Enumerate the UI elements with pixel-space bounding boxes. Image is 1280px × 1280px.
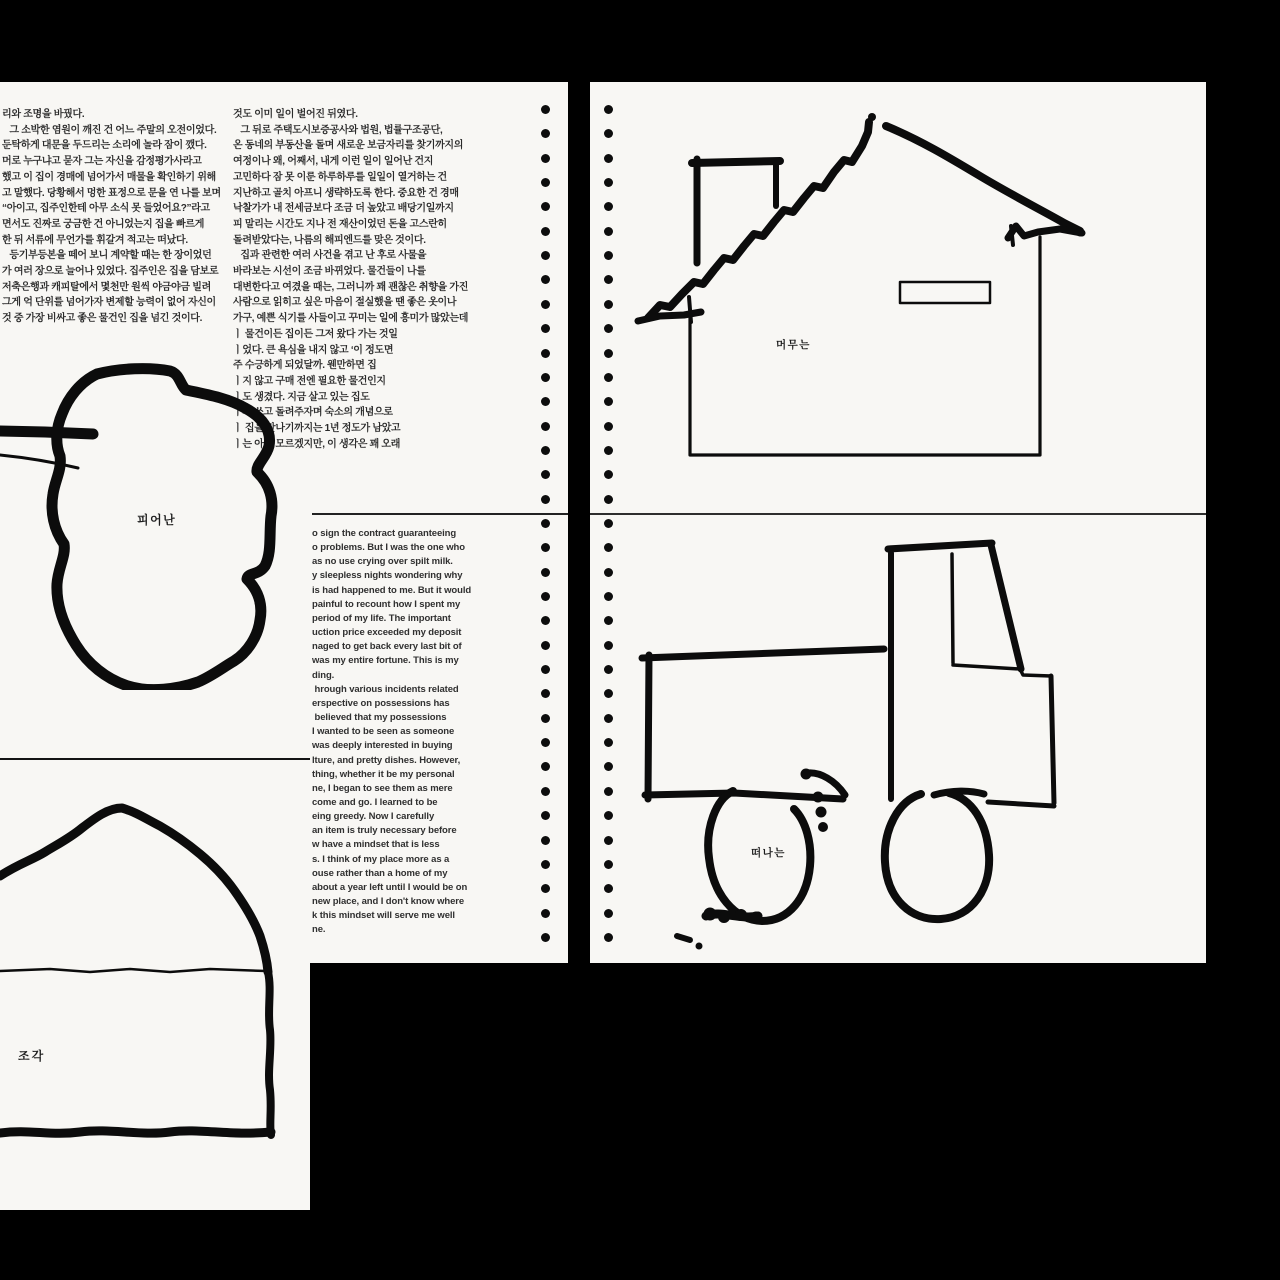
truck-drawing bbox=[630, 525, 1080, 960]
binding-hole-dot bbox=[604, 641, 613, 650]
text-line: 사람으로 읽히고 싶은 마음이 절실했을 땐 좋은 옷이나 bbox=[233, 297, 457, 309]
text-line: 것도 이미 일이 벌어진 뒤였다. bbox=[233, 109, 358, 120]
text-line: was deeply interested in buying bbox=[312, 740, 453, 752]
binding-hole-dot bbox=[541, 495, 550, 504]
text-line: ne. bbox=[312, 924, 326, 936]
binding-hole-dot bbox=[541, 422, 550, 431]
text-line: y sleepless nights wondering why bbox=[312, 570, 463, 582]
binding-hole-dot bbox=[604, 470, 613, 479]
binding-hole-dot bbox=[541, 324, 550, 333]
text-line: 여정이나 왜, 어째서, 내게 이런 일이 일어난 건지 bbox=[233, 156, 434, 168]
binding-hole-dot bbox=[604, 324, 613, 333]
binding-hole-dot bbox=[604, 519, 613, 528]
text-line: 집과 관련한 여러 사건을 겪고 난 후로 사물을 bbox=[233, 250, 427, 262]
text-line: as no use crying over spilt milk. bbox=[312, 556, 453, 568]
text-line: 피 말리는 시간도 지나 전 재산이었던 돈을 고스란히 bbox=[233, 218, 447, 230]
text-line: ㅣ 물건이든 집이든 그저 왔다 가는 것일 bbox=[233, 328, 398, 340]
binding-hole-dot bbox=[541, 300, 550, 309]
text-line: 머로 누구냐고 묻자 그는 자신을 감정평가사라고 bbox=[2, 156, 202, 168]
binding-hole-dot bbox=[604, 397, 613, 406]
text-line: ouse rather than a home of my bbox=[312, 867, 448, 879]
text-line: 면서도 진짜로 궁금한 건 아니었는지 집을 빠르게 bbox=[2, 218, 205, 230]
binding-hole-dot bbox=[541, 349, 550, 358]
binding-hole-dot bbox=[604, 422, 613, 431]
text-line: uction price exceeded my deposit bbox=[312, 627, 462, 639]
binding-hole-dot bbox=[541, 178, 550, 187]
text-line: 했고 이 집이 경매에 넘어가서 매물을 확인하기 위해 bbox=[2, 171, 216, 183]
house-drawing bbox=[620, 110, 1180, 510]
text-line: about a year left until I would be on bbox=[312, 881, 468, 893]
binding-hole-dot bbox=[604, 227, 613, 236]
text-line: thing, whether it be my personal bbox=[312, 768, 455, 780]
binding-hole-dot bbox=[541, 105, 550, 114]
binding-hole-dot bbox=[604, 884, 613, 893]
text-line: new place, and I don't know where bbox=[312, 896, 465, 908]
text-line: is had happened to me. But it would bbox=[312, 584, 472, 596]
text-line: ㅣ었다. 큰 욕심을 내지 않고 ‘이 정도면 bbox=[233, 344, 394, 356]
text-line: 주 수긍하게 되었달까. 웬만하면 집 bbox=[233, 360, 377, 372]
right-page bbox=[590, 82, 1206, 963]
binding-hole-dot bbox=[604, 860, 613, 869]
text-line: lture, and pretty dishes. However, bbox=[312, 754, 461, 766]
text-line: 가구, 예쁜 식기를 사들이고 꾸미는 일에 흥미가 많았는데 bbox=[233, 313, 469, 325]
binding-hole-dot bbox=[604, 543, 613, 552]
text-line: 온 동네의 부동산을 돌며 새로운 보금자리를 찾기까지의 bbox=[233, 140, 464, 152]
text-line: “아이고, 집주인한테 아무 소식 못 들었어요?”라고 bbox=[2, 203, 210, 215]
binding-hole-dot bbox=[604, 178, 613, 187]
binding-hole-dot bbox=[604, 738, 613, 747]
text-line: come and go. I learned to be bbox=[312, 796, 438, 808]
text-line: 지난하고 골치 아프니 생략하도록 한다. 중요한 건 경매 bbox=[233, 187, 459, 199]
text-line: 고 말했다. 당황해서 멍한 표정으로 문을 연 나를 보며 bbox=[2, 187, 221, 199]
binding-hole-dot bbox=[541, 154, 550, 163]
text-line: period of my life. The important bbox=[312, 612, 451, 624]
text-line: 그 뒤로 주택도시보증공사와 법원, 법률구조공단, bbox=[233, 124, 443, 136]
binding-hole-dot bbox=[604, 787, 613, 796]
house-piece-label: 조각 bbox=[18, 1049, 46, 1063]
text-line: ㅣ지 않고 구매 전엔 필요한 물건인지 bbox=[233, 375, 386, 387]
text-line: w have a mindset that is less bbox=[312, 839, 440, 851]
text-line: s. I think of my place more as a bbox=[312, 853, 450, 865]
binding-hole-dot bbox=[604, 129, 613, 138]
text-line: 그 소박한 염원이 깨진 건 어느 주말의 오전이었다. bbox=[2, 124, 217, 136]
text-line: believed that my possessions bbox=[312, 712, 447, 724]
section-divider-rule-left bbox=[312, 513, 568, 515]
text-line: an item is truly necessary before bbox=[312, 825, 457, 837]
binding-hole-dot bbox=[541, 202, 550, 211]
text-line: 대변한다고 여겼을 때는, 그러니까 꽤 괜찮은 취향을 가진 bbox=[233, 281, 469, 293]
binding-hole-dot bbox=[604, 689, 613, 698]
text-line: 등기부등본을 떼어 보니 계약할 때는 한 장이었던 bbox=[2, 250, 212, 262]
binding-hole-dot bbox=[604, 251, 613, 260]
binding-hole-dot bbox=[541, 470, 550, 479]
text-line: 둔탁하게 대문을 두드리는 소리에 놀라 잠이 깼다. bbox=[2, 140, 207, 152]
text-line: ㅣ도 생겼다. 지금 살고 있는 집도 bbox=[233, 391, 370, 403]
text-line: 리와 조명을 바꿨다. bbox=[2, 109, 85, 120]
text-line: ding. bbox=[312, 669, 335, 681]
text-line: k this mindset will serve me well bbox=[312, 910, 455, 922]
text-line: 낙찰가가 내 전세금보다 조금 더 높았고 배당기일까지 bbox=[233, 203, 454, 215]
binding-hole-dot bbox=[604, 568, 613, 577]
text-line: ㅣ 집을 만나기까지는 1년 정도가 남았고 bbox=[233, 423, 401, 435]
text-line: was my entire fortune. This is my bbox=[312, 655, 459, 667]
binding-hole-dot bbox=[541, 275, 550, 284]
binding-hole-dot bbox=[604, 714, 613, 723]
binding-hole-dot bbox=[604, 665, 613, 674]
text-line: o sign the contract guaranteeing bbox=[312, 528, 457, 539]
text-line: 가 여러 장으로 늘어나 있었다. 집주인은 집을 담보로 bbox=[2, 266, 219, 278]
binding-hole-dot bbox=[541, 397, 550, 406]
text-line: naged to get back every last bit of bbox=[312, 641, 462, 653]
binding-hole-dot bbox=[604, 495, 613, 504]
binding-hole-dot bbox=[604, 154, 613, 163]
binding-hole-dot bbox=[604, 446, 613, 455]
binding-hole-dot bbox=[604, 373, 613, 382]
binding-hole-dot bbox=[541, 129, 550, 138]
text-line: 고민하다 잠 못 이룬 하루하루를 일일이 열거하는 건 bbox=[233, 171, 447, 183]
house-drawing-label: 머무는 bbox=[776, 339, 811, 351]
text-line: ne, I began to see them as mere bbox=[312, 782, 453, 794]
blob-drawing-label: 피어난 bbox=[137, 513, 177, 527]
binding-hole-dot bbox=[541, 251, 550, 260]
text-line: erspective on possessions has bbox=[312, 697, 450, 709]
binding-hole-dot bbox=[541, 373, 550, 382]
text-line: painful to recount how I spent my bbox=[312, 598, 461, 610]
text-line: ㅣ게 쓰고 돌려주자며 숙소의 개념으로 bbox=[233, 407, 393, 419]
binding-hole-dot bbox=[541, 227, 550, 236]
binding-hole-dot bbox=[604, 836, 613, 845]
house-piece-drawing bbox=[0, 797, 290, 1147]
english-column bbox=[312, 527, 562, 938]
text-line: 그게 억 단위를 넘어가자 변제할 능력이 없어 자신이 bbox=[2, 297, 216, 309]
text-line: 한 뒤 서류에 무언가를 휘갈겨 적고는 떠났다. bbox=[2, 234, 188, 246]
text-line: ㅣ는 아직 모르겠지만, 이 생각은 꽤 오래 bbox=[233, 438, 401, 450]
binding-hole-dot bbox=[604, 105, 613, 114]
binding-hole-dot bbox=[604, 300, 613, 309]
text-line: hrough various incidents related bbox=[312, 683, 459, 695]
binding-hole-dot bbox=[604, 275, 613, 284]
binding-hole-dot bbox=[604, 616, 613, 625]
binding-hole-dot bbox=[604, 202, 613, 211]
binding-hole-dot bbox=[604, 811, 613, 820]
text-line: 돌려받았다는, 나름의 해피엔드를 맞은 것이다. bbox=[233, 234, 426, 246]
text-line: o problems. But I was the one who bbox=[312, 542, 465, 554]
binding-hole-dot bbox=[604, 909, 613, 918]
binding-hole-dot bbox=[604, 933, 613, 942]
binding-hole-dot bbox=[604, 592, 613, 601]
binding-hole-dot bbox=[541, 446, 550, 455]
text-line: 것 중 가장 비싸고 좋은 물건인 집을 넘긴 것이다. bbox=[2, 313, 203, 325]
text-line: 저축은행과 캐피탈에서 몇천만 원씩 야금야금 빌려 bbox=[2, 281, 211, 293]
text-line: I wanted to be seen as someone bbox=[312, 726, 455, 738]
binding-hole-dot bbox=[604, 762, 613, 771]
binding-hole-dot bbox=[604, 349, 613, 358]
text-line: 바라보는 시선이 조금 바뀌었다. 물건들이 나를 bbox=[233, 266, 426, 278]
truck-drawing-label: 떠나는 bbox=[751, 847, 786, 859]
insert-page bbox=[0, 758, 310, 1210]
section-divider-rule-right bbox=[590, 513, 1206, 515]
text-line: eing greedy. Now I carefully bbox=[312, 811, 435, 823]
korean-column-1 bbox=[2, 107, 232, 327]
